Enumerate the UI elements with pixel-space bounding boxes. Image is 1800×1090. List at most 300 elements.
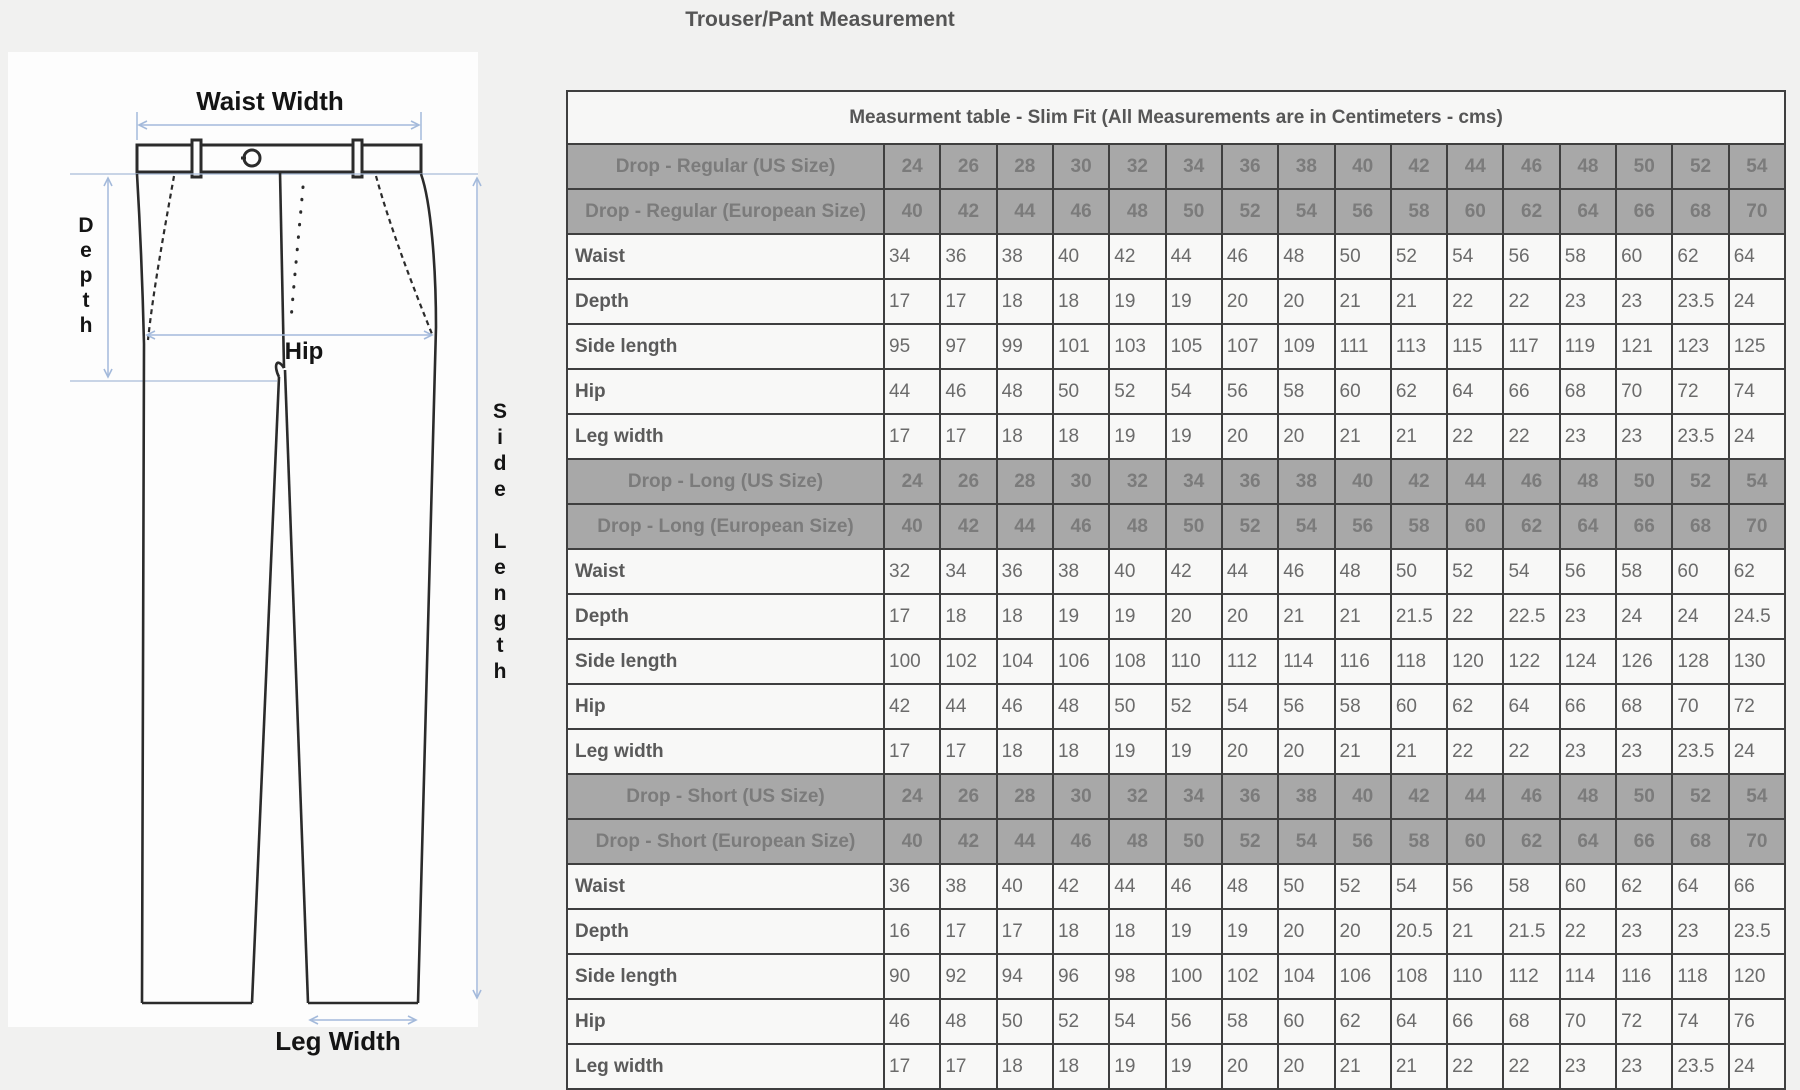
value-cell: 22 bbox=[1447, 729, 1503, 774]
value-cell: 114 bbox=[1560, 954, 1616, 999]
value-cell: 44 bbox=[1222, 549, 1278, 594]
value-cell: 50 bbox=[1278, 864, 1334, 909]
value-cell: 20 bbox=[1222, 279, 1278, 324]
value-cell: 17 bbox=[884, 279, 940, 324]
value-cell: 20 bbox=[1222, 414, 1278, 459]
value-cell: 60 bbox=[1672, 549, 1728, 594]
value-cell: 17 bbox=[884, 594, 940, 639]
value-cell: 48 bbox=[940, 999, 996, 1044]
row-label: Depth bbox=[567, 594, 884, 639]
value-cell: 23 bbox=[1616, 729, 1672, 774]
eu-size-cell: 60 bbox=[1447, 504, 1503, 549]
value-cell: 20 bbox=[1278, 729, 1334, 774]
us-size-cell: 46 bbox=[1503, 774, 1559, 819]
value-cell: 60 bbox=[1278, 999, 1334, 1044]
value-cell: 23 bbox=[1616, 1044, 1672, 1089]
us-size-cell: 48 bbox=[1560, 144, 1616, 189]
value-cell: 52 bbox=[1053, 999, 1109, 1044]
eu-size-cell: 56 bbox=[1335, 504, 1391, 549]
value-cell: 56 bbox=[1166, 999, 1222, 1044]
value-cell: 19 bbox=[1109, 729, 1165, 774]
us-size-cell: 34 bbox=[1166, 774, 1222, 819]
section-label-regular-eu: Drop - Regular (European Size) bbox=[567, 189, 884, 234]
value-cell: 22.5 bbox=[1503, 594, 1559, 639]
value-cell: 112 bbox=[1222, 639, 1278, 684]
value-cell: 95 bbox=[884, 324, 940, 369]
eu-size-cell: 64 bbox=[1560, 504, 1616, 549]
table-title: Measurment table - Slim Fit (All Measurements are in Centimeters - cms) bbox=[567, 91, 1785, 144]
value-cell: 52 bbox=[1391, 234, 1447, 279]
value-cell: 19 bbox=[1166, 909, 1222, 954]
value-cell: 23 bbox=[1560, 279, 1616, 324]
eu-size-cell: 68 bbox=[1672, 189, 1728, 234]
table-title-row bbox=[567, 91, 1785, 144]
eu-size-cell: 48 bbox=[1109, 504, 1165, 549]
value-cell: 22 bbox=[1447, 1044, 1503, 1089]
value-cell: 54 bbox=[1109, 999, 1165, 1044]
value-cell: 21 bbox=[1335, 414, 1391, 459]
value-cell: 124 bbox=[1560, 639, 1616, 684]
value-cell: 97 bbox=[940, 324, 996, 369]
value-cell: 100 bbox=[1166, 954, 1222, 999]
value-cell: 44 bbox=[884, 369, 940, 414]
value-cell: 19 bbox=[1109, 1044, 1165, 1089]
value-cell: 19 bbox=[1166, 729, 1222, 774]
value-cell: 118 bbox=[1672, 954, 1728, 999]
value-cell: 58 bbox=[1560, 234, 1616, 279]
value-cell: 20 bbox=[1278, 414, 1334, 459]
eu-size-cell: 44 bbox=[997, 189, 1053, 234]
row-long-side-length bbox=[567, 639, 1785, 684]
value-cell: 58 bbox=[1278, 369, 1334, 414]
stacked-letter: h bbox=[493, 660, 507, 683]
value-cell: 18 bbox=[997, 594, 1053, 639]
row-short-side-length bbox=[567, 954, 1785, 999]
value-cell: 62 bbox=[1447, 684, 1503, 729]
section-label-long-us: Drop - Long (US Size) bbox=[567, 459, 884, 504]
value-cell: 120 bbox=[1729, 954, 1785, 999]
value-cell: 23 bbox=[1672, 909, 1728, 954]
leg-width-label: Leg Width bbox=[275, 1026, 401, 1056]
row-label: Hip bbox=[567, 999, 884, 1044]
value-cell: 34 bbox=[884, 234, 940, 279]
value-cell: 46 bbox=[1222, 234, 1278, 279]
us-size-cell: 54 bbox=[1729, 774, 1785, 819]
value-cell: 54 bbox=[1166, 369, 1222, 414]
eu-size-cell: 66 bbox=[1616, 189, 1672, 234]
value-cell: 96 bbox=[1053, 954, 1109, 999]
us-size-cell: 30 bbox=[1053, 144, 1109, 189]
us-size-cell: 52 bbox=[1672, 459, 1728, 504]
eu-size-cell: 52 bbox=[1222, 819, 1278, 864]
value-cell: 40 bbox=[997, 864, 1053, 909]
value-cell: 64 bbox=[1391, 999, 1447, 1044]
row-label: Hip bbox=[567, 684, 884, 729]
us-size-cell: 44 bbox=[1447, 459, 1503, 504]
value-cell: 115 bbox=[1447, 324, 1503, 369]
value-cell: 18 bbox=[997, 414, 1053, 459]
us-size-cell: 30 bbox=[1053, 774, 1109, 819]
us-size-cell: 32 bbox=[1109, 774, 1165, 819]
eu-size-cell: 40 bbox=[884, 189, 940, 234]
value-cell: 17 bbox=[940, 414, 996, 459]
row-long-waist bbox=[567, 549, 1785, 594]
us-size-cell: 36 bbox=[1222, 144, 1278, 189]
value-cell: 44 bbox=[1109, 864, 1165, 909]
value-cell: 70 bbox=[1560, 999, 1616, 1044]
row-label: Waist bbox=[567, 864, 884, 909]
value-cell: 44 bbox=[940, 684, 996, 729]
value-cell: 23 bbox=[1616, 414, 1672, 459]
eu-size-cell: 42 bbox=[940, 189, 996, 234]
row-short-waist bbox=[567, 864, 1785, 909]
row-short-leg-width bbox=[567, 1044, 1785, 1089]
value-cell: 23.5 bbox=[1672, 1044, 1728, 1089]
value-cell: 23.5 bbox=[1729, 909, 1785, 954]
us-size-cell: 54 bbox=[1729, 144, 1785, 189]
value-cell: 17 bbox=[940, 909, 996, 954]
value-cell: 19 bbox=[1109, 414, 1165, 459]
value-cell: 22 bbox=[1503, 279, 1559, 324]
value-cell: 24 bbox=[1729, 1044, 1785, 1089]
value-cell: 19 bbox=[1222, 909, 1278, 954]
belt-loop-right bbox=[353, 140, 362, 177]
us-size-cell: 26 bbox=[940, 459, 996, 504]
value-cell: 23 bbox=[1560, 729, 1616, 774]
value-cell: 68 bbox=[1560, 369, 1616, 414]
value-cell: 23 bbox=[1560, 1044, 1616, 1089]
eu-size-cell: 66 bbox=[1616, 504, 1672, 549]
value-cell: 21 bbox=[1391, 729, 1447, 774]
us-size-cell: 24 bbox=[884, 144, 940, 189]
value-cell: 18 bbox=[1053, 279, 1109, 324]
eu-size-cell: 62 bbox=[1503, 504, 1559, 549]
value-cell: 20 bbox=[1278, 1044, 1334, 1089]
us-size-cell: 36 bbox=[1222, 774, 1278, 819]
value-cell: 22 bbox=[1447, 414, 1503, 459]
stacked-letter: h bbox=[79, 314, 93, 337]
value-cell: 48 bbox=[997, 369, 1053, 414]
waist-button bbox=[244, 150, 260, 166]
value-cell: 90 bbox=[884, 954, 940, 999]
value-cell: 18 bbox=[1053, 1044, 1109, 1089]
eu-size-cell: 50 bbox=[1166, 189, 1222, 234]
us-size-cell: 24 bbox=[884, 459, 940, 504]
value-cell: 100 bbox=[884, 639, 940, 684]
value-cell: 62 bbox=[1335, 999, 1391, 1044]
eu-size-cell: 56 bbox=[1335, 819, 1391, 864]
value-cell: 68 bbox=[1616, 684, 1672, 729]
row-label: Depth bbox=[567, 279, 884, 324]
side-length-label bbox=[493, 400, 507, 683]
section-label-regular-us: Drop - Regular (US Size) bbox=[567, 144, 884, 189]
hip-label: Hip bbox=[284, 338, 324, 365]
row-regular-waist bbox=[567, 234, 1785, 279]
value-cell: 62 bbox=[1391, 369, 1447, 414]
header-row-long-eu bbox=[567, 504, 1785, 549]
value-cell: 128 bbox=[1672, 639, 1728, 684]
section-label-long-eu: Drop - Long (European Size) bbox=[567, 504, 884, 549]
us-size-cell: 26 bbox=[940, 774, 996, 819]
value-cell: 18 bbox=[1053, 909, 1109, 954]
eu-size-cell: 60 bbox=[1447, 819, 1503, 864]
value-cell: 23.5 bbox=[1672, 729, 1728, 774]
eu-size-cell: 58 bbox=[1391, 504, 1447, 549]
value-cell: 36 bbox=[884, 864, 940, 909]
us-size-cell: 44 bbox=[1447, 774, 1503, 819]
value-cell: 17 bbox=[884, 729, 940, 774]
header-row-long-us bbox=[567, 459, 1785, 504]
value-cell: 58 bbox=[1616, 549, 1672, 594]
section-label-short-us: Drop - Short (US Size) bbox=[567, 774, 884, 819]
eu-size-cell: 40 bbox=[884, 504, 940, 549]
value-cell: 21 bbox=[1391, 1044, 1447, 1089]
eu-size-cell: 54 bbox=[1278, 819, 1334, 864]
value-cell: 18 bbox=[940, 594, 996, 639]
row-long-depth bbox=[567, 594, 1785, 639]
value-cell: 92 bbox=[940, 954, 996, 999]
header-row-short-eu bbox=[567, 819, 1785, 864]
eu-size-cell: 52 bbox=[1222, 504, 1278, 549]
row-regular-hip bbox=[567, 369, 1785, 414]
value-cell: 109 bbox=[1278, 324, 1334, 369]
stacked-letter: t bbox=[496, 634, 504, 657]
value-cell: 21 bbox=[1335, 1044, 1391, 1089]
value-cell: 46 bbox=[997, 684, 1053, 729]
value-cell: 46 bbox=[884, 999, 940, 1044]
value-cell: 58 bbox=[1503, 864, 1559, 909]
us-size-cell: 26 bbox=[940, 144, 996, 189]
row-regular-side-length bbox=[567, 324, 1785, 369]
us-size-cell: 46 bbox=[1503, 144, 1559, 189]
value-cell: 40 bbox=[1109, 549, 1165, 594]
trouser-diagram-svg bbox=[8, 52, 564, 1057]
value-cell: 18 bbox=[1053, 414, 1109, 459]
value-cell: 23 bbox=[1616, 909, 1672, 954]
value-cell: 70 bbox=[1672, 684, 1728, 729]
value-cell: 20 bbox=[1222, 594, 1278, 639]
eu-size-cell: 50 bbox=[1166, 819, 1222, 864]
us-size-cell: 52 bbox=[1672, 774, 1728, 819]
value-cell: 24 bbox=[1729, 279, 1785, 324]
value-cell: 22 bbox=[1503, 729, 1559, 774]
eu-size-cell: 48 bbox=[1109, 819, 1165, 864]
measurement-table bbox=[566, 90, 1786, 1090]
value-cell: 22 bbox=[1447, 594, 1503, 639]
value-cell: 52 bbox=[1447, 549, 1503, 594]
value-cell: 18 bbox=[1109, 909, 1165, 954]
belt-loop-left bbox=[192, 140, 201, 177]
us-size-cell: 50 bbox=[1616, 144, 1672, 189]
value-cell: 21 bbox=[1391, 414, 1447, 459]
waistband bbox=[137, 145, 421, 172]
value-cell: 19 bbox=[1053, 594, 1109, 639]
value-cell: 108 bbox=[1391, 954, 1447, 999]
stacked-letter: t bbox=[82, 289, 90, 312]
us-size-cell: 50 bbox=[1616, 774, 1672, 819]
value-cell: 74 bbox=[1729, 369, 1785, 414]
value-cell: 46 bbox=[1278, 549, 1334, 594]
us-size-cell: 42 bbox=[1391, 774, 1447, 819]
value-cell: 21 bbox=[1391, 279, 1447, 324]
value-cell: 118 bbox=[1391, 639, 1447, 684]
value-cell: 22 bbox=[1503, 414, 1559, 459]
value-cell: 94 bbox=[997, 954, 1053, 999]
row-label: Leg width bbox=[567, 1044, 884, 1089]
row-regular-leg-width bbox=[567, 414, 1785, 459]
value-cell: 46 bbox=[940, 369, 996, 414]
value-cell: 17 bbox=[940, 1044, 996, 1089]
diagram-panel bbox=[8, 52, 478, 1027]
value-cell: 107 bbox=[1222, 324, 1278, 369]
value-cell: 42 bbox=[884, 684, 940, 729]
value-cell: 101 bbox=[1053, 324, 1109, 369]
value-cell: 56 bbox=[1447, 864, 1503, 909]
value-cell: 38 bbox=[940, 864, 996, 909]
eu-size-cell: 64 bbox=[1560, 189, 1616, 234]
value-cell: 23 bbox=[1616, 279, 1672, 324]
value-cell: 116 bbox=[1616, 954, 1672, 999]
eu-size-cell: 50 bbox=[1166, 504, 1222, 549]
value-cell: 54 bbox=[1503, 549, 1559, 594]
value-cell: 56 bbox=[1503, 234, 1559, 279]
eu-size-cell: 44 bbox=[997, 504, 1053, 549]
value-cell: 50 bbox=[1391, 549, 1447, 594]
value-cell: 58 bbox=[1222, 999, 1278, 1044]
us-size-cell: 38 bbox=[1278, 774, 1334, 819]
eu-size-cell: 60 bbox=[1447, 189, 1503, 234]
value-cell: 52 bbox=[1109, 369, 1165, 414]
row-label: Hip bbox=[567, 369, 884, 414]
trouser-measurement-diagram bbox=[8, 52, 564, 1057]
eu-size-cell: 46 bbox=[1053, 504, 1109, 549]
value-cell: 64 bbox=[1503, 684, 1559, 729]
us-size-cell: 48 bbox=[1560, 459, 1616, 504]
us-size-cell: 36 bbox=[1222, 459, 1278, 504]
value-cell: 110 bbox=[1166, 639, 1222, 684]
value-cell: 42 bbox=[1166, 549, 1222, 594]
value-cell: 120 bbox=[1447, 639, 1503, 684]
value-cell: 74 bbox=[1672, 999, 1728, 1044]
value-cell: 23 bbox=[1560, 594, 1616, 639]
value-cell: 72 bbox=[1672, 369, 1728, 414]
value-cell: 20 bbox=[1278, 909, 1334, 954]
us-size-cell: 46 bbox=[1503, 459, 1559, 504]
value-cell: 68 bbox=[1503, 999, 1559, 1044]
us-size-cell: 40 bbox=[1335, 459, 1391, 504]
value-cell: 125 bbox=[1729, 324, 1785, 369]
us-size-cell: 28 bbox=[997, 774, 1053, 819]
eu-size-cell: 58 bbox=[1391, 189, 1447, 234]
value-cell: 16 bbox=[884, 909, 940, 954]
eu-size-cell: 54 bbox=[1278, 504, 1334, 549]
row-label: Waist bbox=[567, 549, 884, 594]
stacked-letter: p bbox=[79, 264, 93, 287]
value-cell: 40 bbox=[1053, 234, 1109, 279]
value-cell: 21 bbox=[1335, 279, 1391, 324]
value-cell: 58 bbox=[1335, 684, 1391, 729]
value-cell: 56 bbox=[1560, 549, 1616, 594]
us-size-cell: 40 bbox=[1335, 774, 1391, 819]
value-cell: 123 bbox=[1672, 324, 1728, 369]
stacked-letter: i bbox=[497, 426, 503, 449]
row-label: Leg width bbox=[567, 414, 884, 459]
value-cell: 22 bbox=[1560, 909, 1616, 954]
value-cell: 126 bbox=[1616, 639, 1672, 684]
us-size-cell: 48 bbox=[1560, 774, 1616, 819]
row-long-leg-width bbox=[567, 729, 1785, 774]
value-cell: 21 bbox=[1335, 729, 1391, 774]
value-cell: 54 bbox=[1447, 234, 1503, 279]
row-short-hip bbox=[567, 999, 1785, 1044]
us-size-cell: 28 bbox=[997, 459, 1053, 504]
us-size-cell: 42 bbox=[1391, 144, 1447, 189]
row-long-hip bbox=[567, 684, 1785, 729]
value-cell: 17 bbox=[884, 414, 940, 459]
value-cell: 20 bbox=[1335, 909, 1391, 954]
value-cell: 72 bbox=[1616, 999, 1672, 1044]
us-size-cell: 34 bbox=[1166, 144, 1222, 189]
eu-size-cell: 62 bbox=[1503, 819, 1559, 864]
waist-width-label: Waist Width bbox=[196, 86, 344, 116]
value-cell: 60 bbox=[1560, 864, 1616, 909]
value-cell: 108 bbox=[1109, 639, 1165, 684]
value-cell: 52 bbox=[1166, 684, 1222, 729]
value-cell: 66 bbox=[1560, 684, 1616, 729]
value-cell: 38 bbox=[997, 234, 1053, 279]
value-cell: 114 bbox=[1278, 639, 1334, 684]
stacked-letter: S bbox=[492, 400, 508, 423]
eu-size-cell: 64 bbox=[1560, 819, 1616, 864]
value-cell: 50 bbox=[1053, 369, 1109, 414]
value-cell: 20 bbox=[1166, 594, 1222, 639]
value-cell: 56 bbox=[1278, 684, 1334, 729]
value-cell: 19 bbox=[1109, 594, 1165, 639]
value-cell: 23.5 bbox=[1672, 414, 1728, 459]
value-cell: 130 bbox=[1729, 639, 1785, 684]
value-cell: 50 bbox=[1109, 684, 1165, 729]
stacked-letter: e bbox=[80, 239, 92, 262]
stacked-letter: D bbox=[78, 214, 94, 237]
eu-size-cell: 70 bbox=[1729, 819, 1785, 864]
value-cell: 21.5 bbox=[1391, 594, 1447, 639]
value-cell: 21 bbox=[1447, 909, 1503, 954]
us-size-cell: 38 bbox=[1278, 144, 1334, 189]
value-cell: 62 bbox=[1616, 864, 1672, 909]
value-cell: 23.5 bbox=[1672, 279, 1728, 324]
us-size-cell: 54 bbox=[1729, 459, 1785, 504]
row-label: Side length bbox=[567, 639, 884, 684]
value-cell: 98 bbox=[1109, 954, 1165, 999]
value-cell: 20.5 bbox=[1391, 909, 1447, 954]
us-size-cell: 32 bbox=[1109, 144, 1165, 189]
value-cell: 24 bbox=[1729, 414, 1785, 459]
eu-size-cell: 56 bbox=[1335, 189, 1391, 234]
eu-size-cell: 46 bbox=[1053, 189, 1109, 234]
eu-size-cell: 48 bbox=[1109, 189, 1165, 234]
eu-size-cell: 42 bbox=[940, 819, 996, 864]
value-cell: 19 bbox=[1166, 1044, 1222, 1089]
row-label: Side length bbox=[567, 954, 884, 999]
value-cell: 106 bbox=[1053, 639, 1109, 684]
us-size-cell: 28 bbox=[997, 144, 1053, 189]
value-cell: 105 bbox=[1166, 324, 1222, 369]
value-cell: 102 bbox=[1222, 954, 1278, 999]
value-cell: 54 bbox=[1391, 864, 1447, 909]
eu-size-cell: 40 bbox=[884, 819, 940, 864]
value-cell: 19 bbox=[1109, 279, 1165, 324]
page-title: Trouser/Pant Measurement bbox=[685, 8, 955, 31]
